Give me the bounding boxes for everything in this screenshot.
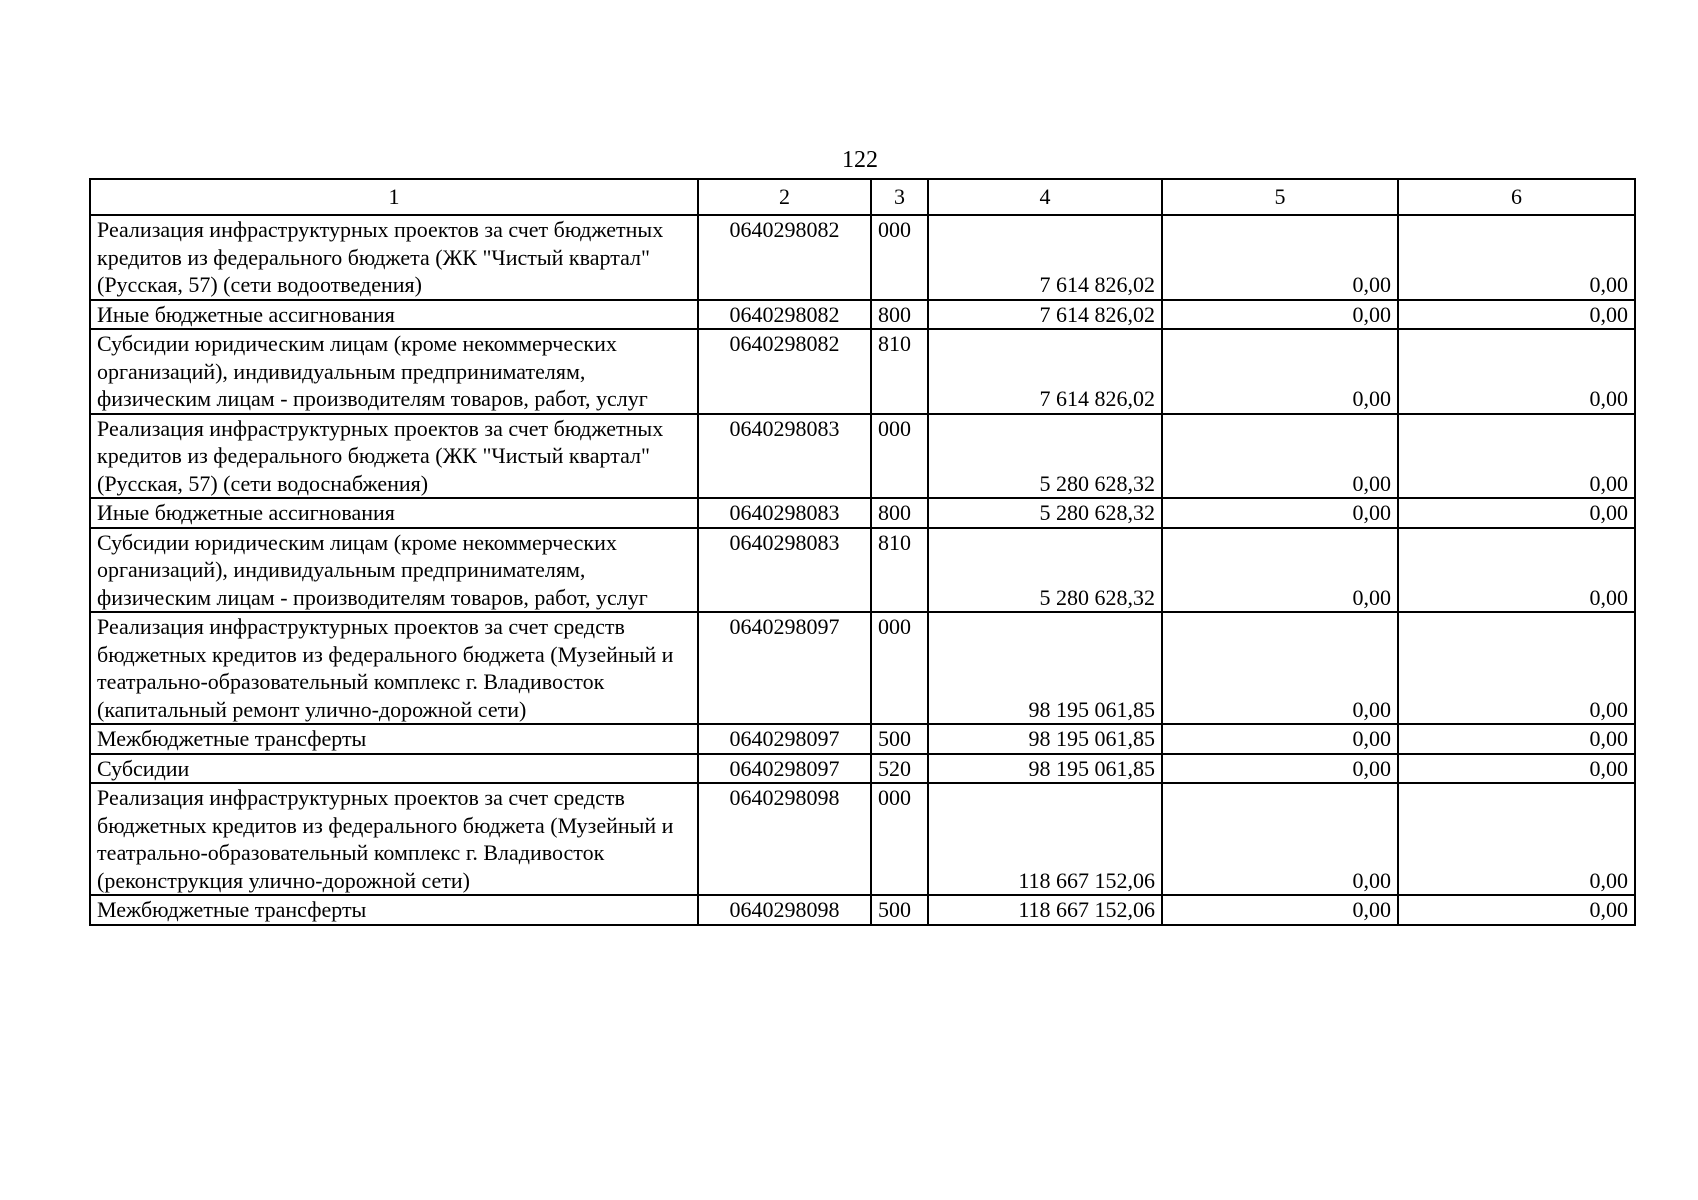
row-amount-col6: 0,00 [1398, 215, 1635, 300]
row-amount-col6: 0,00 [1398, 414, 1635, 499]
row-code: 0640298083 [698, 414, 871, 499]
row-code: 0640298082 [698, 215, 871, 300]
row-name: Межбюджетные трансферты [90, 724, 698, 754]
row-type-code: 800 [871, 300, 928, 330]
row-code: 0640298082 [698, 300, 871, 330]
row-amount-col4: 5 280 628,32 [928, 414, 1162, 499]
table-row [90, 895, 1635, 925]
table-row [90, 498, 1635, 528]
table-row [90, 783, 1635, 895]
row-amount-col4: 118 667 152,06 [928, 783, 1162, 895]
row-amount-col4: 98 195 061,85 [928, 724, 1162, 754]
row-amount-col6: 0,00 [1398, 724, 1635, 754]
row-amount-col5: 0,00 [1162, 754, 1398, 784]
column-header-2: 2 [698, 179, 871, 215]
row-amount-col5: 0,00 [1162, 498, 1398, 528]
row-type-code: 800 [871, 498, 928, 528]
row-name: Субсидии [90, 754, 698, 784]
row-name: Субсидии юридическим лицам (кроме некоммерческих организаций), индивидуальным предпринимателям, физическим лицам - производителям товаров, работ, услуг [90, 528, 698, 613]
column-header-1: 1 [90, 179, 698, 215]
page-number: 122 [842, 147, 878, 173]
row-amount-col4: 7 614 826,02 [928, 215, 1162, 300]
row-amount-col6: 0,00 [1398, 754, 1635, 784]
row-amount-col4: 98 195 061,85 [928, 754, 1162, 784]
row-name: Иные бюджетные ассигнования [90, 498, 698, 528]
row-name: Реализация инфраструктурных проектов за счет средств бюджетных кредитов из федерального бюджета (Музейный и театрально-образовательный комплекс г. Владивосток (реконструкция улично-дорожной сети) [90, 783, 698, 895]
table-row [90, 300, 1635, 330]
row-code: 0640298097 [698, 612, 871, 724]
row-code: 0640298098 [698, 783, 871, 895]
table-row [90, 329, 1635, 414]
row-amount-col5: 0,00 [1162, 612, 1398, 724]
row-name: Реализация инфраструктурных проектов за счет средств бюджетных кредитов из федерального бюджета (Музейный и театрально-образовательный комплекс г. Владивосток (капитальный ремонт улично-дорожной сети) [90, 612, 698, 724]
row-amount-col4: 5 280 628,32 [928, 498, 1162, 528]
row-type-code: 810 [871, 329, 928, 414]
row-amount-col6: 0,00 [1398, 895, 1635, 925]
row-amount-col5: 0,00 [1162, 895, 1398, 925]
header-row [90, 179, 1635, 215]
row-name: Реализация инфраструктурных проектов за счет бюджетных кредитов из федерального бюджета (ЖК "Чистый квартал" (Русская, 57) (сети водоотведения) [90, 215, 698, 300]
row-amount-col6: 0,00 [1398, 783, 1635, 895]
row-amount-col4: 98 195 061,85 [928, 612, 1162, 724]
column-header-5: 5 [1162, 179, 1398, 215]
row-amount-col6: 0,00 [1398, 498, 1635, 528]
table-row [90, 724, 1635, 754]
row-amount-col6: 0,00 [1398, 612, 1635, 724]
row-amount-col5: 0,00 [1162, 528, 1398, 613]
column-header-6: 6 [1398, 179, 1635, 215]
row-type-code: 000 [871, 414, 928, 499]
row-amount-col5: 0,00 [1162, 215, 1398, 300]
column-header-4: 4 [928, 179, 1162, 215]
row-amount-col6: 0,00 [1398, 300, 1635, 330]
row-name: Межбюджетные трансферты [90, 895, 698, 925]
row-amount-col5: 0,00 [1162, 300, 1398, 330]
column-header-3: 3 [871, 179, 928, 215]
row-amount-col4: 7 614 826,02 [928, 329, 1162, 414]
table-row [90, 414, 1635, 499]
row-code: 0640298097 [698, 754, 871, 784]
row-type-code: 000 [871, 215, 928, 300]
table-row [90, 754, 1635, 784]
row-type-code: 000 [871, 783, 928, 895]
row-amount-col5: 0,00 [1162, 724, 1398, 754]
row-amount-col4: 5 280 628,32 [928, 528, 1162, 613]
row-code: 0640298083 [698, 498, 871, 528]
row-amount-col6: 0,00 [1398, 528, 1635, 613]
table-row [90, 612, 1635, 724]
row-type-code: 520 [871, 754, 928, 784]
row-amount-col5: 0,00 [1162, 414, 1398, 499]
row-amount-col5: 0,00 [1162, 783, 1398, 895]
table-row [90, 528, 1635, 613]
row-name: Реализация инфраструктурных проектов за счет бюджетных кредитов из федерального бюджета (ЖК "Чистый квартал" (Русская, 57) (сети водоснабжения) [90, 414, 698, 499]
row-type-code: 810 [871, 528, 928, 613]
table-row [90, 215, 1635, 300]
budget-table [89, 178, 1636, 926]
row-code: 0640298083 [698, 528, 871, 613]
row-name: Субсидии юридическим лицам (кроме некоммерческих организаций), индивидуальным предпринимателям, физическим лицам - производителям товаров, работ, услуг [90, 329, 698, 414]
row-amount-col4: 7 614 826,02 [928, 300, 1162, 330]
row-type-code: 000 [871, 612, 928, 724]
row-amount-col5: 0,00 [1162, 329, 1398, 414]
row-code: 0640298082 [698, 329, 871, 414]
row-code: 0640298097 [698, 724, 871, 754]
row-type-code: 500 [871, 895, 928, 925]
row-name: Иные бюджетные ассигнования [90, 300, 698, 330]
row-amount-col4: 118 667 152,06 [928, 895, 1162, 925]
row-code: 0640298098 [698, 895, 871, 925]
row-type-code: 500 [871, 724, 928, 754]
row-amount-col6: 0,00 [1398, 329, 1635, 414]
